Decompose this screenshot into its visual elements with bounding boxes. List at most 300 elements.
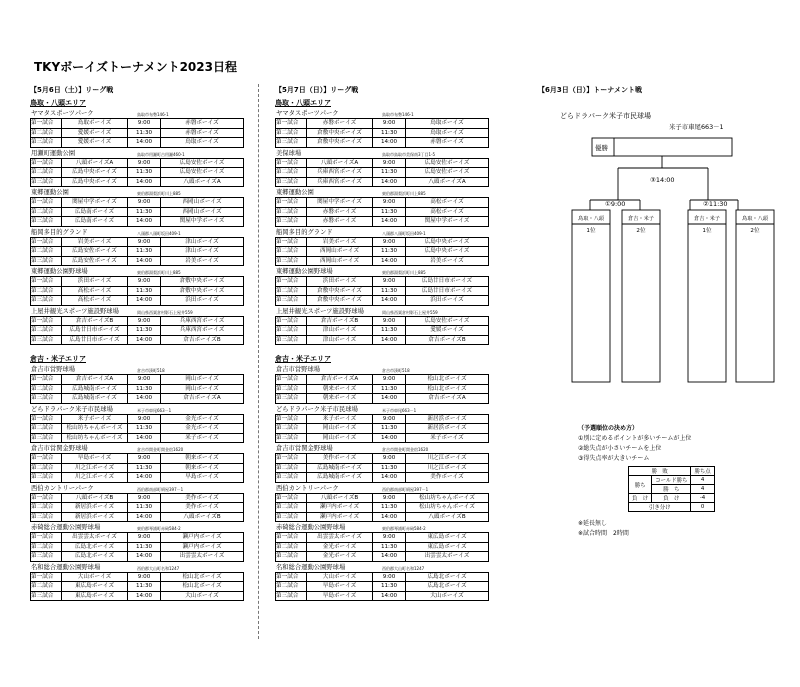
home-team: 松山坊ちゃんボーイズ <box>62 433 128 443</box>
note-item: ※延長無し <box>578 520 608 527</box>
game-number: 第一試合 <box>276 533 307 543</box>
table-row <box>31 207 244 217</box>
venue-address: 鳥取市鳥取市美保南3丁目1-5 <box>382 151 436 157</box>
table-row <box>276 177 489 187</box>
away-team: 赤磐ボーイズ <box>161 128 244 138</box>
table-row <box>31 158 244 168</box>
start-time: 11:30 <box>373 326 406 336</box>
start-time: 9:00 <box>128 158 161 168</box>
start-time: 14:00 <box>128 217 161 227</box>
game-number: 第一試合 <box>31 414 62 424</box>
start-time: 14:00 <box>128 473 161 483</box>
home-team: 八頭ボーイズA <box>307 158 373 168</box>
home-team: 高松ボーイズ <box>62 286 128 296</box>
table-row <box>276 394 489 404</box>
table-row <box>276 591 489 601</box>
game-number: 第一試合 <box>276 198 307 208</box>
venue-block <box>275 444 489 483</box>
start-time: 14:00 <box>128 177 161 187</box>
away-team: 兵庫西宮ボーイズ <box>161 316 244 326</box>
home-team: 関屋中学ボーイズ <box>307 198 373 208</box>
day-header: 【5月7日（日）】リーグ戦 <box>275 86 359 94</box>
game-number: 第三試合 <box>276 217 307 227</box>
home-team: 新居浜ボーイズ <box>62 512 128 522</box>
games-table <box>30 572 244 602</box>
game-number: 第一試合 <box>31 237 62 247</box>
home-team: 朝来ボーイズ <box>307 394 373 404</box>
home-team: 赤磐ボーイズ <box>307 207 373 217</box>
venue-header <box>275 307 489 316</box>
away-team: 倉吉ボーイズB <box>161 335 244 345</box>
home-team: 早島ボーイズ <box>62 454 128 464</box>
game-number: 第三試合 <box>31 296 62 306</box>
start-time: 11:30 <box>128 463 161 473</box>
game-number: 第三試合 <box>31 473 62 483</box>
table-row <box>31 512 244 522</box>
home-team: 鳥取ボーイズ <box>62 119 128 129</box>
home-team: 広島安佐ボーイズ <box>62 256 128 266</box>
start-time: 11:30 <box>373 384 406 394</box>
home-team: 岡山ボーイズ <box>307 424 373 434</box>
away-team: 八頭ボーイズB <box>161 512 244 522</box>
venue-name: 美保球場 <box>276 149 302 157</box>
start-time: 9:00 <box>128 572 161 582</box>
venue-header <box>30 365 244 374</box>
home-team: 広島北ボーイズ <box>62 552 128 562</box>
away-team: 朝来ボーイズ <box>161 463 244 473</box>
table-row <box>276 512 489 522</box>
home-team: 八頭ボーイズB <box>307 493 373 503</box>
home-team: 浜田ボーイズ <box>307 277 373 287</box>
rule-item: ③得失点率が大きいチーム <box>578 455 650 462</box>
away-team: 関屋中学ボーイズ <box>161 217 244 227</box>
slot-3-area: 倉吉・米子 <box>694 216 720 222</box>
venue-block <box>30 307 244 346</box>
table-row <box>276 424 489 434</box>
table-row <box>31 414 244 424</box>
final-match-label: ③14:00 <box>650 176 675 184</box>
venue-block <box>30 563 244 602</box>
start-time: 11:30 <box>373 168 406 178</box>
table-row <box>31 463 244 473</box>
day-column-may7 <box>275 85 489 601</box>
venue-block <box>275 307 489 346</box>
table-row <box>31 473 244 483</box>
home-team: 松山坊ちゃんボーイズ <box>62 424 128 434</box>
start-time: 9:00 <box>128 414 161 424</box>
venue-block <box>275 563 489 602</box>
games-table <box>30 453 244 483</box>
table-row <box>276 198 489 208</box>
game-number: 第一試合 <box>276 493 307 503</box>
start-time: 9:00 <box>373 454 406 464</box>
start-time: 14:00 <box>373 473 406 483</box>
game-number: 第二試合 <box>276 384 307 394</box>
game-number: 第三試合 <box>276 138 307 148</box>
slot-3-rank: 1位 <box>702 228 712 234</box>
home-team: 津山ボーイズ <box>307 335 373 345</box>
table-row <box>276 473 489 483</box>
points-cell: コールド勝ち <box>652 476 691 485</box>
game-number: 第三試合 <box>31 433 62 443</box>
table-row <box>276 414 489 424</box>
home-team: 広島中央ボーイズ <box>62 177 128 187</box>
game-number: 第二試合 <box>31 424 62 434</box>
start-time: 11:30 <box>128 326 161 336</box>
venue-address: 八頭郡八頭町坂田409-1 <box>137 230 181 236</box>
start-time: 11:30 <box>128 168 161 178</box>
points-row <box>629 503 715 512</box>
games-table <box>30 316 244 346</box>
away-team: 金光ボーイズ <box>161 414 244 424</box>
game-number: 第三試合 <box>276 394 307 404</box>
venue-name: 名和総合運動公園野球場 <box>31 563 101 571</box>
game-number: 第三試合 <box>276 335 307 345</box>
home-team: 岡山ボーイズ <box>307 433 373 443</box>
slot-1-area: 鳥取・八頭 <box>578 216 604 222</box>
game-number: 第二試合 <box>276 542 307 552</box>
venue-address: 西伯郡大山町名和1247 <box>137 565 180 571</box>
start-time: 9:00 <box>373 277 406 287</box>
away-team: 兵庫西宮ボーイズ <box>161 326 244 336</box>
venue-address: 東伯郡湯梨浜町川上885 <box>137 191 181 196</box>
away-team: 瀬戸内ボーイズ <box>161 533 244 543</box>
away-team: 岩美ボーイズ <box>161 256 244 266</box>
venue-block <box>30 267 244 306</box>
home-team: 東広島ボーイズ <box>62 591 128 601</box>
away-team: 美作ボーイズ <box>161 493 244 503</box>
home-team: 広島南ボーイズ <box>62 207 128 217</box>
away-team: 関屋中学ボーイズ <box>406 217 489 227</box>
venue-name: どらドラパーク米子市民球場 <box>276 405 358 413</box>
table-row <box>31 384 244 394</box>
points-cell: 4 <box>691 476 714 485</box>
away-team: 出雲雲太ボーイズ <box>406 552 489 562</box>
start-time: 9:00 <box>373 572 406 582</box>
venue-name: 倉吉市営関金野球場 <box>276 445 333 452</box>
start-time: 9:00 <box>373 119 406 129</box>
start-time: 14:00 <box>373 335 406 345</box>
table-row <box>31 433 244 443</box>
points-cell: 4 <box>691 485 714 494</box>
game-number: 第一試合 <box>276 375 307 385</box>
away-team: 広島安佐ボーイズ <box>161 158 244 168</box>
home-team: 早島ボーイズ <box>307 591 373 601</box>
points-table-header <box>629 467 715 476</box>
table-row <box>276 277 489 287</box>
start-time: 14:00 <box>373 217 406 227</box>
venue-block <box>30 444 244 483</box>
home-team: 倉吉ボーイズA <box>307 375 373 385</box>
venue-name: 赤碕総合運動公園野球場 <box>276 524 346 531</box>
game-number: 第三試合 <box>31 256 62 266</box>
game-number: 第三試合 <box>276 296 307 306</box>
venue-header <box>275 188 489 197</box>
page-title: TKYボーイズトーナメント2023日程 <box>34 60 237 74</box>
away-team: 松山坊ちゃんボーイズ <box>406 503 489 513</box>
game-number: 第三試合 <box>31 335 62 345</box>
table-row <box>276 542 489 552</box>
home-team: 赤磐ボーイズ <box>307 119 373 129</box>
home-team: 西岡山ボーイズ <box>307 247 373 257</box>
venue-address: 倉吉市湊町518 <box>382 368 410 373</box>
venue-block <box>275 405 489 444</box>
table-row <box>276 572 489 582</box>
venue-address: 岡山県西粟倉村影石上屋井559 <box>382 309 438 315</box>
venue-header <box>30 405 244 414</box>
away-team: 朝来ボーイズ <box>161 454 244 464</box>
rules-notes <box>578 518 778 538</box>
home-team: 倉敷中央ボーイズ <box>307 286 373 296</box>
game-number: 第一試合 <box>276 414 307 424</box>
venue-block <box>30 405 244 444</box>
table-row <box>276 582 489 592</box>
table-row <box>31 128 244 138</box>
away-team: 出雲雲太ボーイズ <box>161 552 244 562</box>
away-team: 赤磐ボーイズ <box>161 119 244 129</box>
table-row <box>31 119 244 129</box>
away-team: 広島北ボーイズ <box>406 572 489 582</box>
start-time: 11:30 <box>373 247 406 257</box>
venue-name: 上屋井観光スポーツ施設野球場 <box>276 307 364 315</box>
game-number: 第三試合 <box>31 512 62 522</box>
home-team: 美作ボーイズ <box>307 454 373 464</box>
away-team: 浜田ボーイズ <box>161 296 244 306</box>
start-time: 14:00 <box>128 433 161 443</box>
home-team: 川之江ボーイズ <box>62 463 128 473</box>
venue-header <box>275 405 489 414</box>
game-number: 第一試合 <box>31 277 62 287</box>
game-number: 第三試合 <box>31 552 62 562</box>
tournament-bracket <box>558 100 778 400</box>
rule-item: ②総失点が小さいチームを上位 <box>578 445 662 452</box>
away-team: 倉吉ボーイズA <box>406 394 489 404</box>
home-team: 広島北ボーイズ <box>62 542 128 552</box>
away-team: 米子ボーイズ <box>161 433 244 443</box>
home-team: 広島廿日市ボーイズ <box>62 335 128 345</box>
away-team: 松山北ボーイズ <box>406 384 489 394</box>
away-team: 鳥取ボーイズ <box>406 119 489 129</box>
venue-address: 鳥取市用瀬町古用瀬460-1 <box>137 151 185 157</box>
venue-block <box>275 484 489 523</box>
games-table <box>275 453 489 483</box>
away-team: 西岡山ボーイズ <box>161 198 244 208</box>
venue-address: 岡山県西粟倉村影石上屋井559 <box>137 309 193 315</box>
venue-block <box>30 365 244 404</box>
game-number: 第二試合 <box>276 247 307 257</box>
table-row <box>276 158 489 168</box>
game-number: 第三試合 <box>276 591 307 601</box>
table-row <box>31 503 244 513</box>
home-team: 米子ボーイズ <box>62 414 128 424</box>
away-team: 川之江ボーイズ <box>406 454 489 464</box>
venue-block <box>275 149 489 188</box>
game-number: 第三試合 <box>31 177 62 187</box>
games-table <box>275 374 489 404</box>
home-team: 広島安佐ボーイズ <box>62 247 128 257</box>
start-time: 9:00 <box>128 277 161 287</box>
points-cell: 負 け <box>629 494 652 503</box>
home-team: 浜田ボーイズ <box>62 277 128 287</box>
points-cell: 負 け <box>652 494 691 503</box>
start-time: 9:00 <box>373 237 406 247</box>
venue-header <box>275 228 489 237</box>
game-number: 第一試合 <box>276 158 307 168</box>
home-team: 倉敷中央ボーイズ <box>307 128 373 138</box>
home-team: 愛媛ボーイズ <box>62 138 128 148</box>
games-table <box>30 414 244 444</box>
home-team: 倉吉ボーイズB <box>62 316 128 326</box>
start-time: 11:30 <box>373 286 406 296</box>
champion-label: 優勝 <box>595 144 608 152</box>
table-row <box>31 168 244 178</box>
game-number: 第一試合 <box>31 533 62 543</box>
games-table <box>30 493 244 523</box>
table-row <box>31 572 244 582</box>
games-table <box>30 374 244 404</box>
games-table <box>30 197 244 227</box>
home-team: 出雲雲太ボーイズ <box>62 533 128 543</box>
start-time: 11:30 <box>128 384 161 394</box>
game-number: 第三試合 <box>31 217 62 227</box>
game-number: 第一試合 <box>276 277 307 287</box>
away-team: 八頭ボーイズA <box>406 177 489 187</box>
venue-block <box>30 523 244 562</box>
table-row <box>276 493 489 503</box>
start-time: 11:30 <box>373 463 406 473</box>
points-header-result: 勝 敗 <box>629 467 691 476</box>
game-number: 第一試合 <box>276 454 307 464</box>
home-team: 朝来ボーイズ <box>307 384 373 394</box>
table-row <box>276 375 489 385</box>
away-team: 西岡山ボーイズ <box>161 207 244 217</box>
games-table <box>275 414 489 444</box>
away-team: 岡山ボーイズ <box>161 384 244 394</box>
venue-header <box>275 523 489 532</box>
away-team: 松山坊ちゃんボーイズ <box>406 493 489 503</box>
home-team: 瀬戸内ボーイズ <box>307 512 373 522</box>
away-team: 高松ボーイズ <box>406 207 489 217</box>
games-table <box>30 158 244 188</box>
venue-header <box>30 267 244 276</box>
home-team: 広島城南ボーイズ <box>62 394 128 404</box>
table-row <box>276 237 489 247</box>
away-team: 松山北ボーイズ <box>406 375 489 385</box>
home-team: 広島城南ボーイズ <box>62 384 128 394</box>
start-time: 14:00 <box>128 138 161 148</box>
games-table <box>275 237 489 267</box>
table-row <box>31 286 244 296</box>
venue-name: 東郷運動公園野球場 <box>276 268 333 275</box>
game-number: 第二試合 <box>31 207 62 217</box>
venue-header <box>275 563 489 572</box>
game-number: 第一試合 <box>31 316 62 326</box>
table-row <box>31 237 244 247</box>
venue-block <box>30 228 244 267</box>
table-row <box>276 503 489 513</box>
games-table <box>275 276 489 306</box>
venue-name: 東郷運動公園 <box>31 189 69 196</box>
game-number: 第二試合 <box>31 168 62 178</box>
home-team: 金光ボーイズ <box>307 542 373 552</box>
home-team: 関屋中学ボーイズ <box>62 198 128 208</box>
slot-4-rank: 2位 <box>750 228 760 234</box>
away-team: 鳥取ボーイズ <box>406 128 489 138</box>
start-time: 9:00 <box>128 316 161 326</box>
games-table <box>30 276 244 306</box>
start-time: 14:00 <box>128 591 161 601</box>
venue-block <box>275 188 489 227</box>
games-table <box>275 158 489 188</box>
away-team: 赤磐ボーイズ <box>406 138 489 148</box>
home-team: 岩美ボーイズ <box>62 237 128 247</box>
home-team: 兵庫西宮ボーイズ <box>307 177 373 187</box>
away-team: 美作ボーイズ <box>406 473 489 483</box>
game-number: 第二試合 <box>31 326 62 336</box>
start-time: 9:00 <box>373 198 406 208</box>
game-number: 第二試合 <box>276 503 307 513</box>
game-number: 第一試合 <box>276 316 307 326</box>
venue-name: 用瀬町運動公園 <box>31 149 76 157</box>
table-row <box>31 582 244 592</box>
games-table <box>275 118 489 148</box>
games-table <box>275 316 489 346</box>
venue-header <box>30 149 244 158</box>
away-team: 倉吉ボーイズA <box>161 394 244 404</box>
area-title: 鳥取・八頭エリア <box>275 99 331 107</box>
game-number: 第二試合 <box>31 463 62 473</box>
game-number: 第二試合 <box>276 326 307 336</box>
start-time: 14:00 <box>373 177 406 187</box>
venue-name: ヤマタスポーツパーク <box>276 110 339 117</box>
table-row <box>276 256 489 266</box>
table-row <box>31 217 244 227</box>
home-team: 八頭ボーイズB <box>62 493 128 503</box>
table-row <box>31 247 244 257</box>
away-team: 新居浜ボーイズ <box>406 424 489 434</box>
game-number: 第二試合 <box>276 582 307 592</box>
start-time: 14:00 <box>373 512 406 522</box>
away-team: 津山ボーイズ <box>161 247 244 257</box>
venue-header <box>275 109 489 118</box>
away-team: 倉敷中央ボーイズ <box>161 277 244 287</box>
away-team: 瀬戸内ボーイズ <box>161 542 244 552</box>
table-row <box>31 335 244 345</box>
game-number: 第二試合 <box>31 542 62 552</box>
venue-header <box>30 188 244 197</box>
game-number: 第一試合 <box>31 454 62 464</box>
start-time: 11:30 <box>373 582 406 592</box>
table-row <box>276 286 489 296</box>
game-number: 第三試合 <box>31 591 62 601</box>
venue-name: 倉吉市営野球場 <box>31 366 76 373</box>
points-header-points: 勝ち点 <box>691 467 714 476</box>
away-team: 東広島ボーイズ <box>406 542 489 552</box>
table-row <box>276 168 489 178</box>
points-row <box>629 476 715 485</box>
start-time: 14:00 <box>128 296 161 306</box>
away-team: 広島安佐ボーイズ <box>406 168 489 178</box>
home-team: 広島南ボーイズ <box>62 217 128 227</box>
home-team: 津山ボーイズ <box>307 326 373 336</box>
home-team: 広島廿日市ボーイズ <box>62 326 128 336</box>
games-table <box>30 532 244 562</box>
away-team: 金光ボーイズ <box>161 424 244 434</box>
points-cell: 勝ち <box>629 476 652 494</box>
away-team: 川之江ボーイズ <box>406 463 489 473</box>
venue-name: 名和総合運動公園野球場 <box>276 563 346 571</box>
home-team: 東広島ボーイズ <box>62 582 128 592</box>
